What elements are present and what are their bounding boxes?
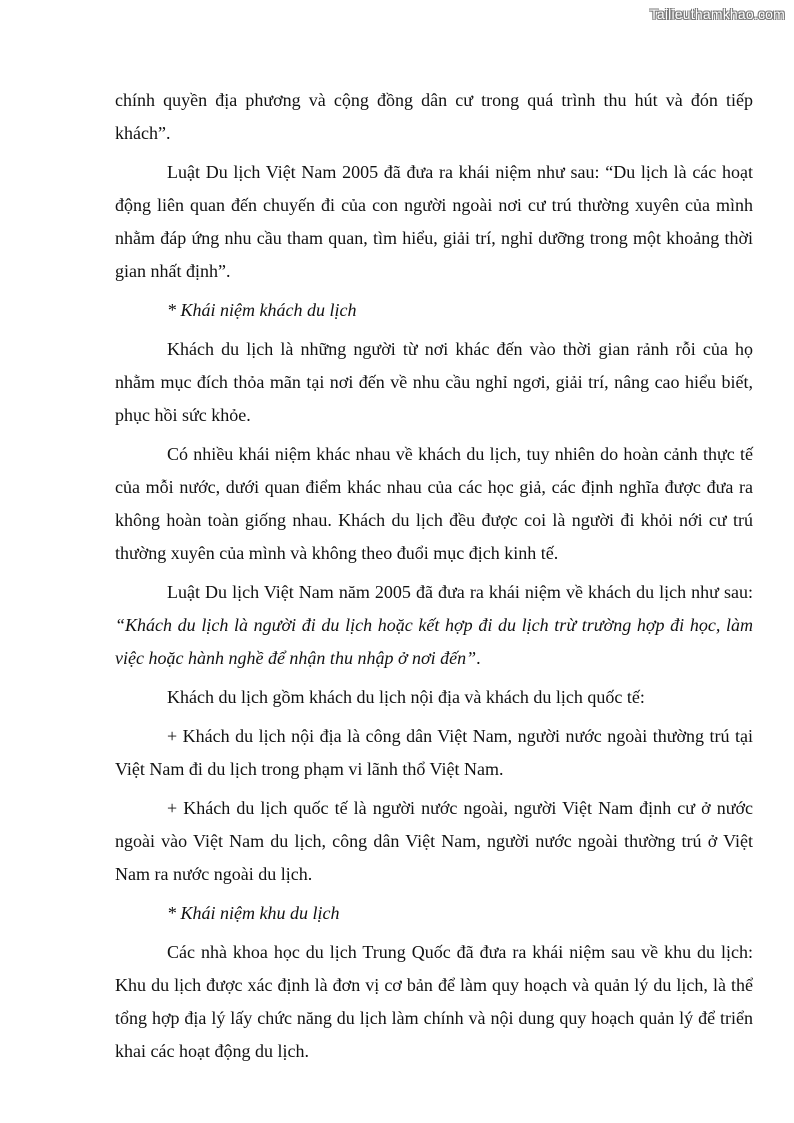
paragraph-continuation: chính quyền địa phương và cộng đồng dân cư trong quá trình thu hút và đón tiếp khách”. [115, 90, 753, 143]
tourist-law-lead: Luật Du lịch Việt Nam năm 2005 đã đưa ra khái niệm về khách du lịch như sau: [167, 582, 753, 602]
paragraph-tourist-law-quote [115, 576, 753, 675]
list-item-domestic-tourist: + Khách du lịch nội địa là công dân Việt Nam, người nước ngoài thường trú tại Việt Nam đi du lịch trong phạm vi lãnh thổ Việt Nam. [115, 726, 753, 779]
watermark: Tailieuthamkhao.com [649, 6, 785, 22]
tourist-law-end: . [476, 648, 481, 668]
document-page [115, 84, 753, 1074]
paragraph-tourism-law-definition: Luật Du lịch Việt Nam 2005 đã đưa ra khái niệm như sau: “Du lịch là các hoạt động liên quan đến chuyến đi của con người ngoài nơi cư trú thường xuyên của mình nhằm đáp ứng nhu cầu tham quan, tìm hiểu, giải trí, nghỉ dưỡng trong một khoảng thời gian nhất định”. [115, 162, 753, 281]
paragraph-tourist-types: Khách du lịch gồm khách du lịch nội địa và khách du lịch quốc tế: [167, 687, 645, 707]
paragraph-tourist-area-definition: Các nhà khoa học du lịch Trung Quốc đã đưa ra khái niệm sau về khu du lịch: Khu du lịch được xác định là đơn vị cơ bản để làm quy hoạch và quản lý du lịch, là thể tổng hợp địa lý lấy chức năng du lịch làm chính và nội dung quy hoạch quản lý để triển khai các hoạt động du lịch. [115, 942, 753, 1061]
section-heading-tourist-area-text: * Khái niệm khu du lịch [167, 903, 340, 923]
paragraph-tourist-definition: Khách du lịch là những người từ nơi khác đến vào thời gian rảnh rỗi của họ nhằm mục đích thỏa mãn tại nơi đến về nhu cầu nghỉ ngơi, giải trí, nâng cao hiểu biết, phục hồi sức khỏe. [115, 339, 753, 425]
section-heading-tourist-area [115, 897, 753, 930]
tourist-law-quote: “Khách du lịch là người đi du lịch hoặc kết hợp đi du lịch trừ trường hợp đi học, làm việc hoặc hành nghề để nhận thu nhập ở nơi đến” [115, 615, 753, 668]
list-item-international-tourist: + Khách du lịch quốc tế là người nước ngoài, người Việt Nam định cư ở nước ngoài vào Việt Nam du lịch, công dân Việt Nam, người nước ngoài thường trú ở Việt Nam ra nước ngoài du lịch. [115, 798, 753, 884]
paragraph-tourist-concepts: Có nhiều khái niệm khác nhau về khách du lịch, tuy nhiên do hoàn cảnh thực tế của mỗi nước, dưới quan điểm khác nhau của các học giả, các định nghĩa được đưa ra không hoàn toàn giống nhau. Khách du lịch đều được coi là người đi khỏi nới cư trú thường xuyên của mình và không theo đuổi mục địch kinh tế. [115, 444, 753, 563]
section-heading-tourist-text: * Khái niệm khách du lịch [167, 300, 357, 320]
section-heading-tourist [115, 294, 753, 327]
